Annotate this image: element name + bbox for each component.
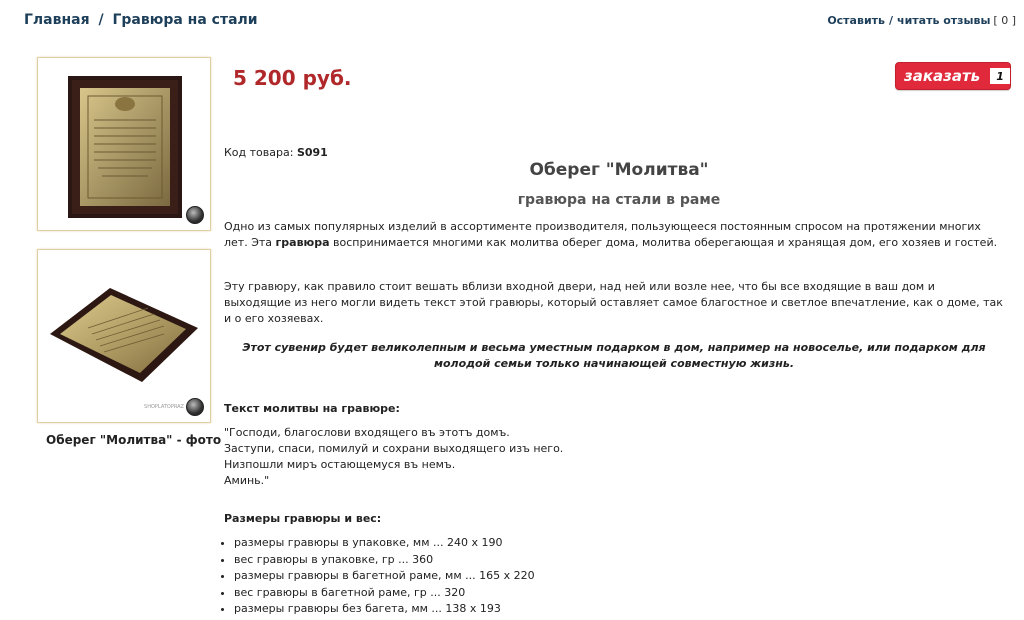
- prayer-text: [224, 425, 1004, 489]
- order-quantity[interactable]: 1: [990, 68, 1010, 84]
- product-subtitle: гравюра на стали в раме: [517, 192, 721, 208]
- engraving-front-image: [38, 58, 210, 230]
- prayer-line: Низпошли миръ остающемуся въ немъ.: [224, 458, 456, 471]
- engraving-angled-image: [38, 250, 210, 422]
- description-paragraph-1: [224, 219, 1004, 251]
- description-text: Одно из самых популярных изделий в ассортименте производителя, пользующееся постоянным спросом на протяжении многих лет. Эта: [224, 220, 981, 249]
- sku-label: Код товара:: [224, 146, 294, 159]
- sizes-list: [218, 535, 535, 618]
- photo-caption: Оберег "Молитва" - фото: [46, 433, 222, 447]
- reviews-count: [ 0 ]: [993, 14, 1016, 27]
- product-photo-front[interactable]: [37, 57, 211, 231]
- prayer-line: "Господи, благослови входящего въ этотъ домъ.: [224, 426, 510, 439]
- sku-value: S091: [296, 146, 328, 159]
- reviews-bar: [827, 14, 1016, 27]
- breadcrumb: [24, 12, 258, 28]
- zoom-icon[interactable]: [186, 398, 204, 416]
- prayer-heading: Текст молитвы на гравюре:: [224, 402, 400, 415]
- reviews-separator: /: [888, 14, 894, 27]
- zoom-icon[interactable]: [186, 206, 204, 224]
- prayer-line: Аминь.": [224, 474, 270, 487]
- product-title: Оберег "Молитва": [529, 160, 709, 180]
- product-photo-angled[interactable]: [37, 249, 211, 423]
- prayer-line: Заступи, спаси, помилуй и сохрани выходящего изъ него.: [224, 442, 564, 455]
- breadcrumb-home-link[interactable]: Главная: [24, 12, 90, 28]
- order-button[interactable]: [895, 62, 1011, 90]
- list-item: • вес гравюры в багетной раме, гр ... 320: [234, 585, 535, 602]
- photo-watermark: SHOPLATOPRAZ: [144, 404, 184, 410]
- list-item: • размеры гравюры в багетной раме, мм ... 165 х 220: [234, 568, 535, 585]
- description-paragraph-2: Эту гравюру, как правило стоит вешать вблизи входной двери, над ней или возле нее, что бы все входящие в ваш дом и выходящие из него могли видеть текст этой гравюры, который оставляет самое благостное и светлое впечатление, как о доме, так и о его хозяевах.: [224, 280, 1003, 325]
- order-button-label: заказать: [904, 67, 981, 85]
- breadcrumb-separator: /: [98, 12, 104, 28]
- breadcrumb-current-link[interactable]: Гравюра на стали: [112, 12, 258, 28]
- list-item: • вес гравюры в упаковке, гр ... 360: [234, 552, 535, 569]
- gift-highlight: Этот сувенир будет великолепным и весьма уместным подарком в дом, например на новоселье, или подарком для молодой семьи только начинающей совместную жизнь.: [242, 341, 986, 370]
- description-text: воспринимается многими как молитва оберег дома, молитва оберегающая и хранящая дом, его хозяев и гостей.: [329, 236, 998, 249]
- leave-review-link[interactable]: Оставить: [827, 14, 885, 27]
- read-reviews-link[interactable]: читать отзывы: [897, 14, 991, 27]
- product-sku: [224, 146, 328, 159]
- sizes-heading: Размеры гравюры и вес:: [224, 512, 382, 525]
- list-item: • размеры гравюры без багета, мм ... 138 х 193: [234, 601, 535, 618]
- list-item: • размеры гравюры в упаковке, мм ... 240 х 190: [234, 535, 535, 552]
- product-price: 5 200 руб.: [233, 66, 352, 90]
- description-bold-term: гравюра: [275, 236, 330, 249]
